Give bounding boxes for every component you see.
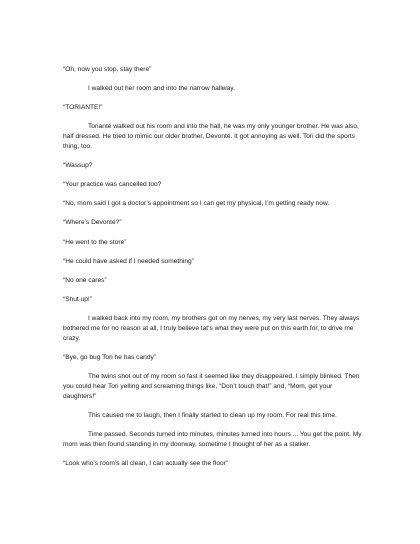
paragraph: This caused me to laugh, then I finally started to clean up my room. For real this time. — [88, 411, 337, 419]
paragraph: “Shut up!” — [63, 295, 92, 303]
paragraph: The twins shot out of my room so fast it seemed like they disappeared. I simply blinked. Then you could hear Tori yelling and screaming things like, “Don’t touch that!” and, “Mom, get your daughters!” — [63, 372, 360, 400]
paragraph: “Where’s Devonté?” — [63, 219, 122, 227]
paragraph: “He went to the store” — [63, 238, 127, 246]
paragraph: “TORIANTE!” — [63, 104, 103, 112]
paragraph: “No one cares” — [63, 276, 107, 284]
paragraph: “Oh, now you stop, stay there” — [63, 66, 152, 73]
paragraph: I walked out her room and into the narrow hallway. — [88, 85, 235, 93]
document-body — [63, 65, 363, 478]
paragraph: “Look who’s room’s all clean, I can actually see the floor” — [63, 459, 229, 467]
paragraph: “He could have asked if I needed something” — [63, 257, 194, 265]
paragraph: I walked back into my room, my brothers got on my nerves, my very last nerves. They always bothered me for no reason at all, I truly believe tat’s what they were put on this earth for, to drive me crazy. — [63, 314, 360, 342]
paragraph: “Wassup? — [63, 162, 93, 170]
paragraph: Time passed. Seconds turned into minutes, minutes turned into hours ... You get the point. My mom was then found standing in my doorway, sometime I thought of her as a stalker. — [63, 430, 362, 448]
paragraph: “Your practice was cancelled too? — [63, 181, 162, 189]
paragraph: “No, mom said I got a doctor’s appointment so I can get my physical, I’m getting ready now. — [63, 200, 330, 208]
paragraph: “Bye, go bug Tori he has candy” — [63, 353, 156, 361]
paragraph: Torianté walked out his room and into the hall, he was my only younger brother. He was also, half dressed. He tried to mimic our older brother, Devonté. It got annoying as well. Tori did the sports thing, too. — [63, 123, 359, 151]
